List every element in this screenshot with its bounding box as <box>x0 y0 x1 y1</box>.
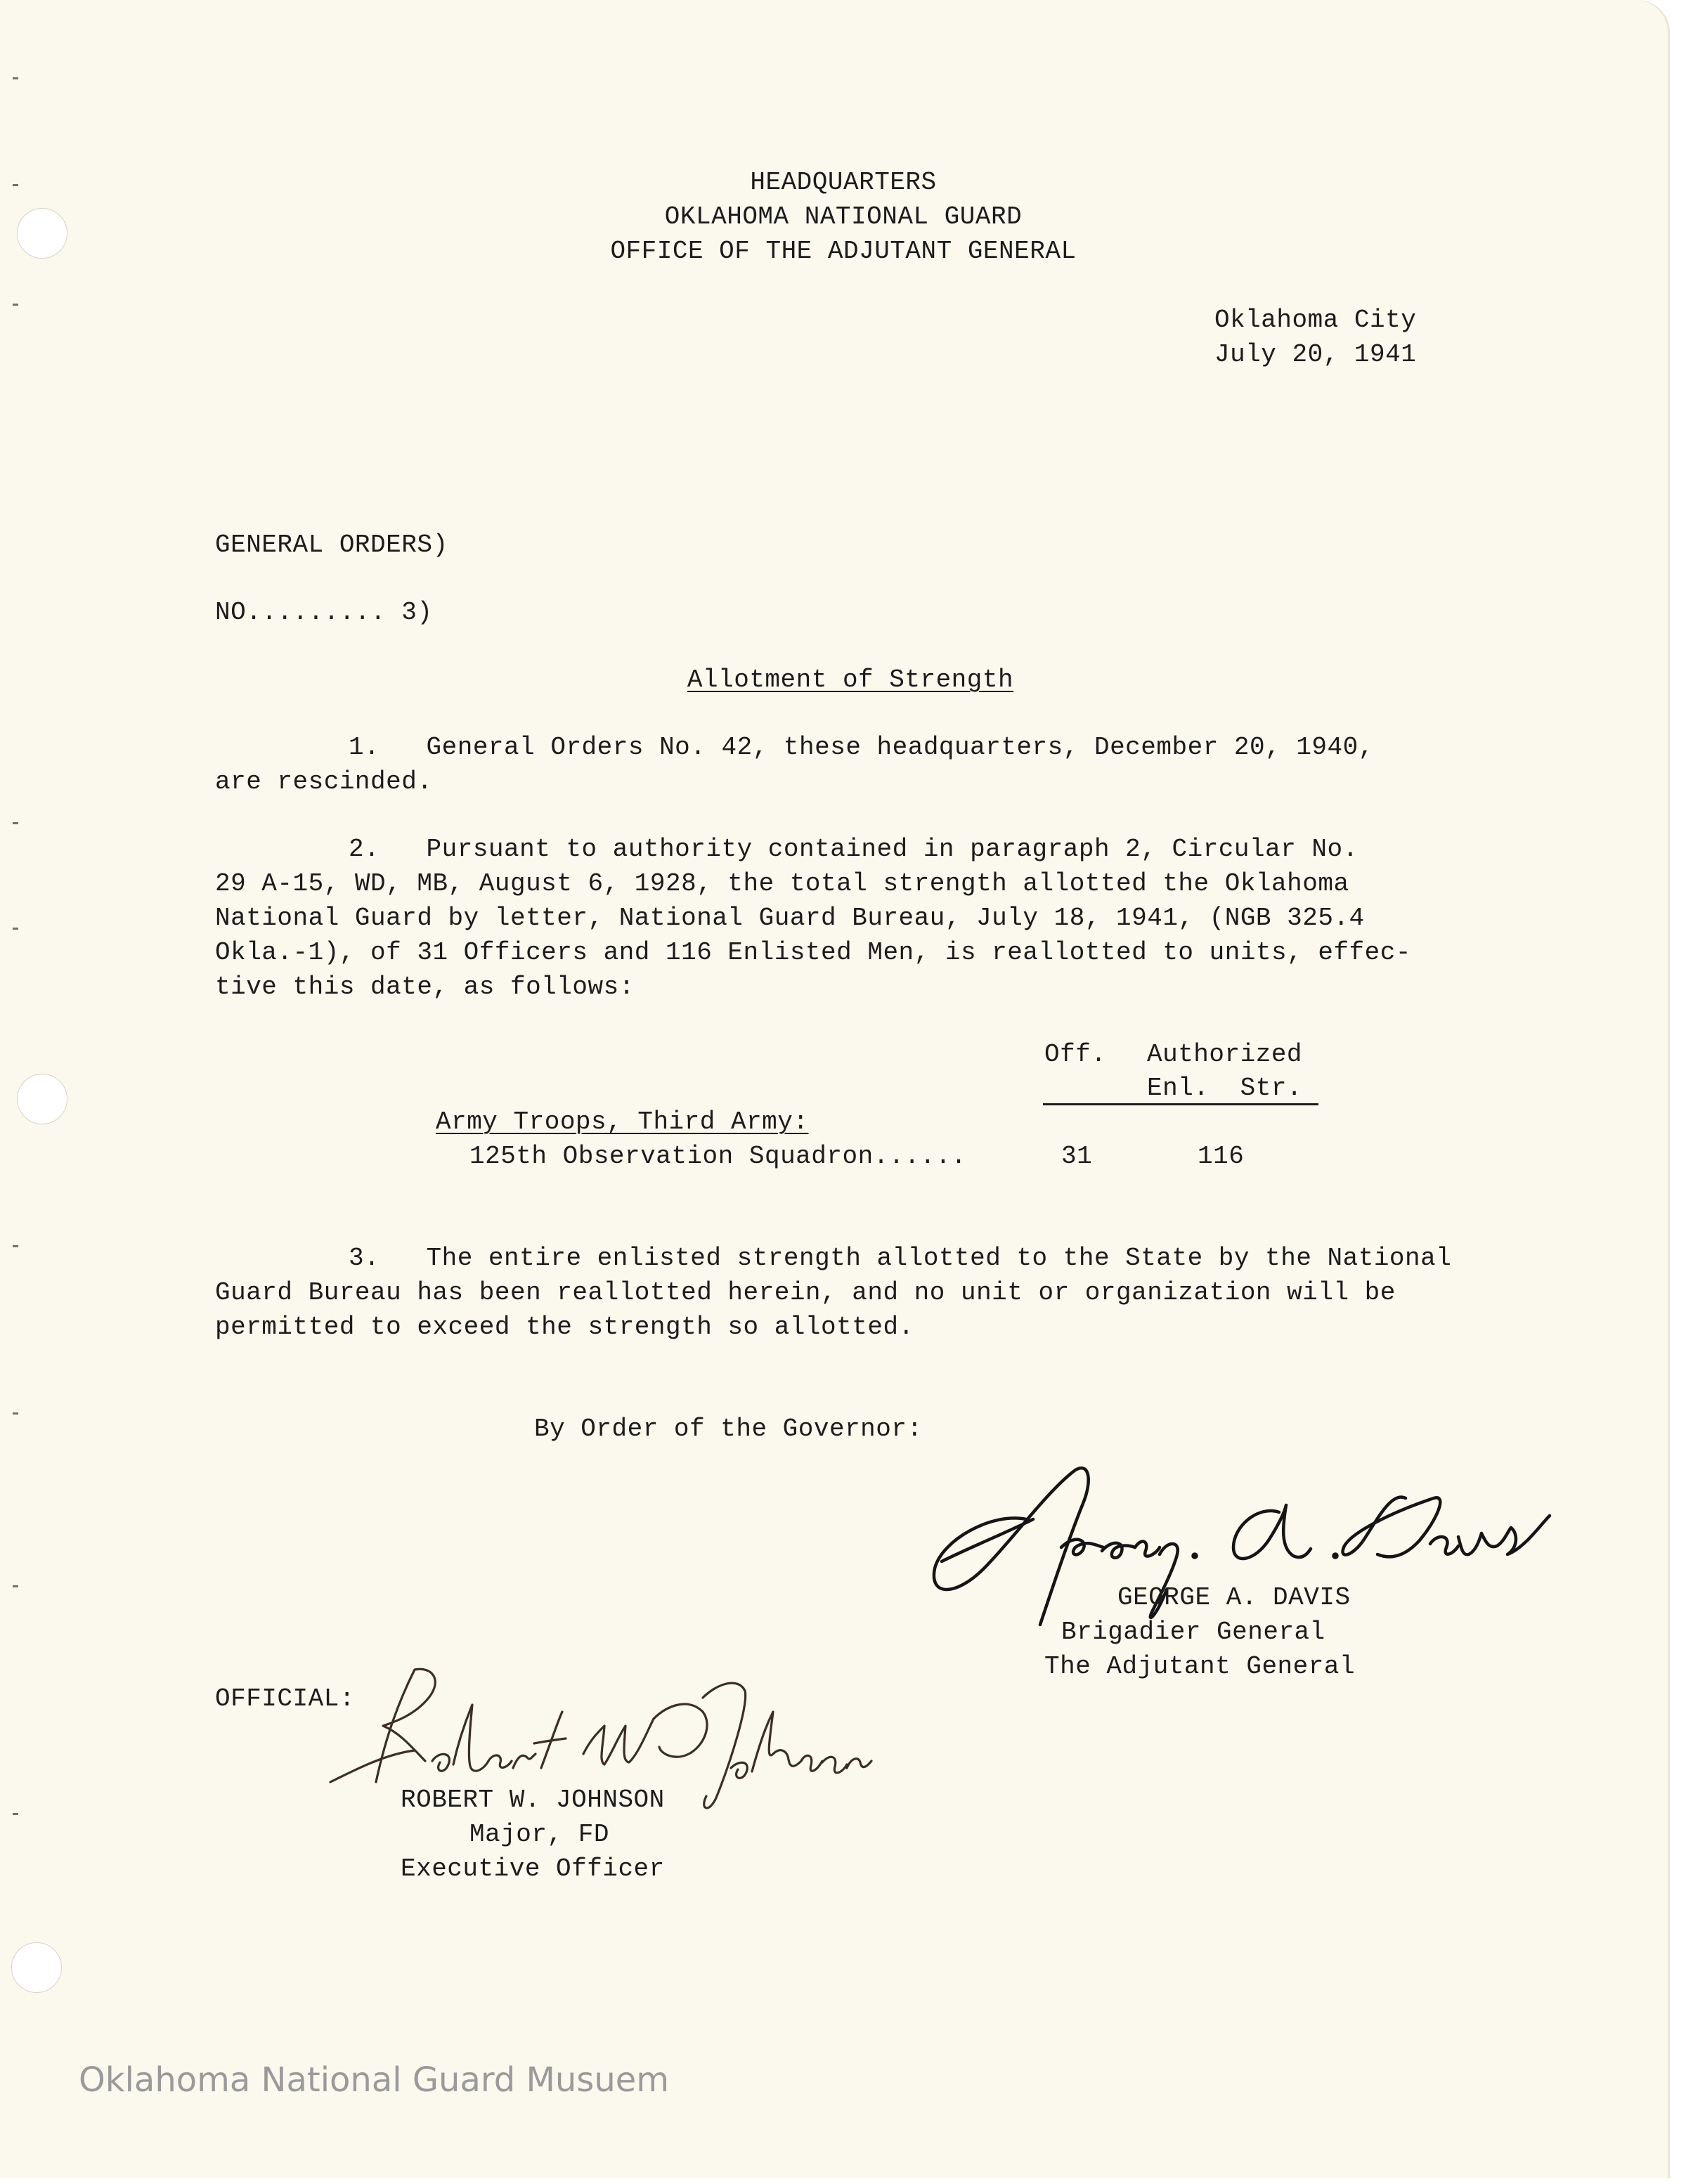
table-row-enl: 116 <box>1198 1142 1245 1171</box>
table-row-unit: 125th Observation Squadron...... <box>469 1142 967 1171</box>
edge-speck <box>13 1813 18 1815</box>
table-group-label: Army Troops, Third Army: <box>436 1107 809 1136</box>
header-organization: OKLAHOMA NATIONAL GUARD <box>664 202 1023 231</box>
edge-speck <box>13 1585 18 1587</box>
paragraph-3-line-1: 3. The entire enlisted strength allotted to the State by the National <box>349 1244 1452 1273</box>
paragraph-1-line-2: are rescinded. <box>215 767 433 796</box>
edge-speck <box>13 184 18 186</box>
paragraph-2-line-4: Okla.-1), of 31 Officers and 116 Enlisted Men, is reallotted to units, effec- <box>215 938 1411 967</box>
official-rank: Major, FD <box>469 1820 609 1849</box>
binder-hole-bottom <box>11 1942 62 1993</box>
table-header-authorized: Authorized <box>1147 1040 1303 1069</box>
edge-speck <box>13 1245 18 1247</box>
official-name: ROBERT W. JOHNSON <box>401 1786 665 1814</box>
general-orders-number: NO......... 3) <box>215 598 433 627</box>
edge-speck <box>13 304 18 306</box>
signatory-title: The Adjutant General <box>1044 1652 1356 1681</box>
binder-hole-middle <box>17 1074 67 1124</box>
signatory-name: GEORGE A. DAVIS <box>1117 1583 1351 1612</box>
official-title: Executive Officer <box>401 1854 665 1883</box>
subject-title: Allotment of Strength <box>687 665 1014 694</box>
paragraph-2-line-5: tive this date, as follows: <box>215 973 635 1001</box>
signatory-rank: Brigadier General <box>1061 1618 1325 1646</box>
document-date: July 20, 1941 <box>1214 340 1417 369</box>
paragraph-2-line-1: 2. Pursuant to authority contained in paragraph 2, Circular No. <box>349 835 1358 864</box>
edge-speck <box>13 822 18 824</box>
general-orders-label: GENERAL ORDERS) <box>215 531 448 559</box>
edge-speck <box>13 1412 18 1415</box>
table-header-off: Off. <box>1044 1040 1107 1069</box>
museum-watermark: Oklahoma National Guard Musuem <box>79 2060 670 2100</box>
table-header-rule <box>1043 1103 1318 1105</box>
edge-speck <box>13 77 18 79</box>
paragraph-1-line-1: 1. General Orders No. 42, these headquarters, December 20, 1940, <box>349 733 1374 762</box>
paragraph-3-line-2: Guard Bureau has been reallotted herein, and no unit or organization will be <box>215 1278 1396 1307</box>
official-label: OFFICIAL: <box>215 1684 355 1713</box>
table-header-enl-str: Enl. Str. <box>1147 1074 1303 1103</box>
table-row-off: 31 <box>1061 1142 1093 1171</box>
paragraph-2-line-2: 29 A-15, WD, MB, August 6, 1928, the total strength allotted the Oklahoma <box>215 869 1349 898</box>
place-city: Oklahoma City <box>1214 306 1417 334</box>
binder-hole-top <box>17 208 67 259</box>
by-order-of-governor: By Order of the Governor: <box>534 1415 923 1443</box>
paragraph-2-line-3: National Guard by letter, National Guard Bureau, July 18, 1941, (NGB 325.4 <box>215 904 1365 932</box>
edge-speck <box>13 928 18 930</box>
paragraph-3-line-3: permitted to exceed the strength so allotted. <box>215 1313 914 1341</box>
header-headquarters: HEADQUARTERS <box>750 168 937 197</box>
header-office: OFFICE OF THE ADJUTANT GENERAL <box>610 237 1077 266</box>
